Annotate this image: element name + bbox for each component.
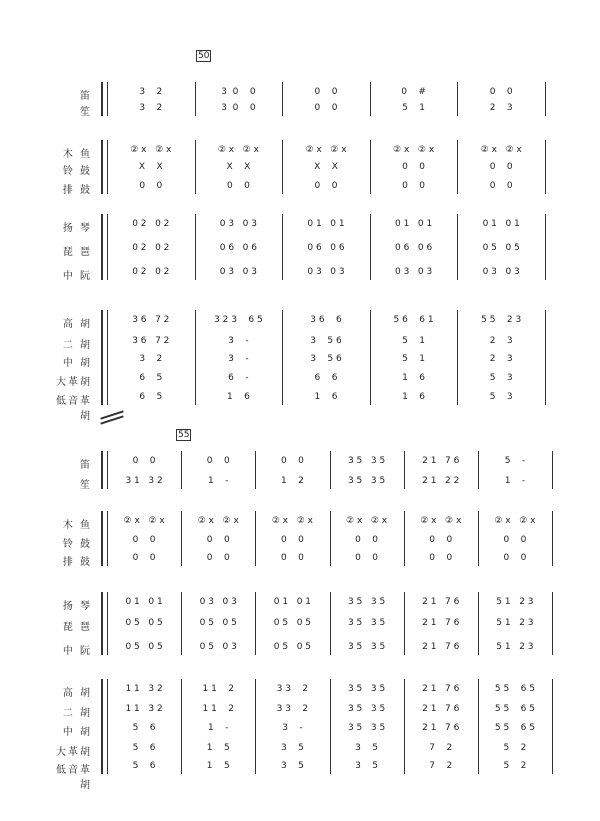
measure-notes: 0 1 0 1 [307, 219, 345, 229]
measure-notes: ② x ② x [217, 145, 259, 155]
barline [370, 214, 371, 280]
instrument-label: 木 鱼 [62, 520, 92, 531]
measure-notes: 7 2 [429, 743, 453, 753]
measure-notes: 6 5 [139, 373, 163, 383]
instrument-label: 扬 琴 [62, 223, 92, 234]
barline [181, 511, 182, 566]
instrument-label: 低音革胡 [56, 396, 92, 422]
barline [552, 511, 553, 566]
measure-notes: 5 5 6 5 [494, 704, 535, 714]
barline [282, 82, 283, 116]
measure-notes: 0 0 [280, 456, 304, 466]
measure-notes: 0 0 [132, 535, 156, 545]
barline [478, 679, 479, 774]
barline [330, 679, 331, 774]
barline [107, 451, 108, 489]
measure-notes: 5 1 2 3 [496, 618, 534, 628]
instrument-label: 铃 鼓 [62, 539, 92, 550]
measure-notes: 0 3 0 3 [307, 267, 345, 277]
barline [545, 214, 546, 280]
measure-notes: ② x ② x [393, 145, 435, 155]
measure-notes: 3 5 3 5 [347, 704, 386, 714]
measure-notes: 0 0 [489, 87, 513, 97]
measure-notes: 0 0 [132, 553, 156, 563]
measure-notes: 0 0 [429, 553, 453, 563]
barline [107, 511, 108, 566]
instrument-label: 笙 [80, 480, 92, 491]
barline [282, 214, 283, 280]
barline [370, 310, 371, 405]
measure-notes: 2 1 7 6 [422, 642, 460, 652]
measure-notes: 5 5 6 5 [494, 723, 535, 733]
rehearsal-mark: 55 [178, 430, 190, 440]
barline [107, 82, 108, 116]
measure-notes: X X [314, 162, 338, 172]
measure-notes: ② x ② x [420, 516, 462, 526]
barline [107, 310, 108, 405]
barline [255, 511, 256, 566]
measure-notes: 0 2 0 2 [132, 219, 170, 229]
measure-notes: 3 5 [280, 743, 304, 753]
instrument-label: 排 鼓 [62, 557, 92, 568]
barline [457, 82, 458, 116]
measure-notes: 0 5 0 5 [482, 243, 520, 253]
measure-notes: 3 1 3 2 [125, 476, 163, 486]
measure-notes: 0 1 0 1 [273, 597, 312, 607]
barline [457, 214, 458, 280]
measure-notes: 3 5 6 [310, 336, 342, 346]
measure-notes: 5 5 2 3 [481, 315, 522, 325]
measure-notes: 5 1 2 3 [496, 597, 534, 607]
measure-notes: 0 0 [503, 553, 527, 563]
measure-notes: 3 5 3 5 [347, 642, 386, 652]
instrument-label: 铃 鼓 [62, 166, 92, 177]
instrument-label: 中 阮 [62, 646, 92, 657]
measure-notes: ② x ② x [305, 145, 347, 155]
barline [545, 140, 546, 194]
measure-notes: 2 1 7 6 [422, 456, 460, 466]
measure-notes: 2 1 7 6 [422, 618, 460, 628]
barline [181, 451, 182, 489]
measure-notes: 0 0 [280, 535, 304, 545]
measure-notes: 0 2 0 2 [132, 243, 170, 253]
instrument-label: 琵 琶 [62, 247, 92, 258]
measure-notes: 3 5 [355, 761, 379, 771]
measure-notes: 3 6 7 2 [132, 336, 170, 346]
barline [107, 140, 108, 194]
measure-notes: ② x ② x [494, 516, 536, 526]
barline [330, 511, 331, 566]
measure-notes: 0 6 0 6 [394, 243, 433, 253]
measure-notes: 7 2 [429, 761, 453, 771]
instrument-label: 木 鱼 [62, 149, 92, 160]
measure-notes: 3 0 0 [221, 103, 256, 113]
instrument-label: 高 胡 [62, 319, 92, 330]
barline [255, 592, 256, 655]
barline [330, 451, 331, 489]
measure-notes: 3 6 6 [310, 315, 342, 325]
measure-notes: 0 0 [489, 181, 513, 191]
measure-notes: 3 2 [139, 354, 163, 364]
barline [195, 82, 196, 116]
measure-notes: 6 6 [314, 373, 338, 383]
measure-notes: 0 5 0 5 [125, 642, 163, 652]
group-bracket [101, 592, 106, 655]
measure-notes: 1 5 [206, 761, 230, 771]
measure-notes: 0 0 [206, 535, 230, 545]
measure-notes: ② x ② x [271, 516, 313, 526]
instrument-label: 大革胡 [56, 377, 92, 388]
measure-notes: 0 3 0 3 [199, 597, 237, 607]
barline [181, 592, 182, 655]
measure-notes: 5 2 [503, 761, 527, 771]
measure-notes: 1 5 [206, 743, 230, 753]
measure-notes: ② x ② x [197, 516, 239, 526]
barline [107, 592, 108, 655]
instrument-label: 中 胡 [62, 727, 92, 738]
measure-notes: 2 3 [489, 336, 513, 346]
instrument-label: 中 胡 [62, 358, 92, 369]
group-bracket [101, 310, 106, 405]
instrument-label: 笙 [80, 107, 92, 118]
barline [545, 310, 546, 405]
measure-notes: 6 - [228, 373, 249, 383]
barline [552, 592, 553, 655]
measure-notes: X X [138, 162, 163, 172]
measure-notes: 0 0 [206, 456, 230, 466]
measure-notes: 2 3 [489, 103, 513, 113]
measure-notes: 3 5 6 [310, 354, 342, 364]
measure-notes: 0 0 [206, 553, 230, 563]
measure-notes: 3 - [228, 336, 249, 346]
instrument-label: 大革胡 [56, 747, 92, 758]
instrument-label: 二 胡 [62, 340, 92, 351]
measure-notes: 0 3 0 3 [219, 267, 257, 277]
measure-notes: 0 0 [503, 535, 527, 545]
barline [457, 310, 458, 405]
measure-notes: 1 6 [226, 392, 250, 402]
measure-notes: 5 1 [402, 336, 426, 346]
group-bracket [101, 140, 106, 194]
measure-notes: 0 0 [355, 535, 379, 545]
barline [552, 679, 553, 774]
measure-notes: 3 2 [139, 87, 163, 97]
measure-notes: 3 6 7 2 [132, 315, 170, 325]
measure-notes: 5 6 6 1 [393, 315, 434, 325]
barline [330, 592, 331, 655]
rehearsal-mark: 50 [198, 51, 210, 61]
measure-notes: 3 2 [139, 103, 163, 113]
barline [404, 592, 405, 655]
measure-notes: 3 5 [280, 761, 304, 771]
measure-notes: 0 1 0 1 [125, 597, 163, 607]
instrument-label: 笛 [80, 460, 92, 471]
measure-notes: 1 1 3 2 [125, 684, 163, 694]
measure-notes: 2 1 7 6 [422, 597, 460, 607]
barline [404, 511, 405, 566]
barline [478, 451, 479, 489]
barline [195, 140, 196, 194]
measure-notes: 0 0 [314, 103, 338, 113]
measure-notes: 5 5 6 5 [494, 684, 535, 694]
instrument-label: 琵 琶 [62, 622, 92, 633]
measure-notes: 0 3 0 3 [219, 219, 257, 229]
barline [552, 451, 553, 489]
measure-notes: 5 3 [489, 373, 513, 383]
measure-notes: 5 1 [402, 354, 426, 364]
barline [545, 82, 546, 116]
barline [282, 310, 283, 405]
barline [255, 679, 256, 774]
group-bracket [101, 679, 106, 774]
barline [255, 451, 256, 489]
measure-notes: 1 2 [280, 476, 304, 486]
measure-notes: X X [226, 162, 251, 172]
measure-notes: 5 6 [132, 743, 156, 753]
measure-notes: 1 6 [402, 392, 426, 402]
barline [370, 140, 371, 194]
measure-notes: 5 6 [132, 761, 156, 771]
measure-notes: ② x ② x [123, 516, 165, 526]
measure-notes: 3 5 3 5 [347, 684, 386, 694]
measure-notes: 2 1 7 6 [422, 723, 460, 733]
instrument-label: 笛 [80, 91, 92, 102]
measure-notes: 0 5 0 5 [199, 618, 237, 628]
barline [107, 679, 108, 774]
barline [181, 679, 182, 774]
measure-notes: 0 3 0 3 [482, 267, 520, 277]
measure-notes: 1 6 [314, 392, 338, 402]
measure-notes: 0 3 0 3 [394, 267, 433, 277]
measure-notes: 0 0 [226, 181, 250, 191]
measure-notes: 2 1 2 2 [422, 476, 460, 486]
measure-notes: 0 0 [314, 181, 338, 191]
group-bracket [101, 214, 106, 280]
measure-notes: 0 0 [314, 87, 338, 97]
measure-notes: ② x ② x [346, 516, 388, 526]
measure-notes: 0 0 [402, 162, 426, 172]
measure-notes: 0 0 [139, 181, 163, 191]
measure-notes: 5 - [504, 456, 526, 466]
measure-notes: 1 6 [402, 373, 426, 383]
measure-notes: 1 1 2 [202, 704, 234, 714]
group-bracket [101, 511, 106, 566]
measure-notes: 2 3 [489, 354, 513, 364]
measure-notes: 5 6 [132, 723, 156, 733]
measure-notes: ② x ② x [130, 145, 172, 155]
measure-notes: 3 3 2 [276, 704, 309, 714]
barline [370, 82, 371, 116]
measure-notes: 0 0 [489, 162, 513, 172]
barline [457, 140, 458, 194]
measure-notes: 3 - [228, 354, 249, 364]
measure-notes: 5 3 [489, 392, 513, 402]
measure-notes: 0 6 0 6 [219, 243, 257, 253]
measure-notes: 0 6 0 6 [307, 243, 345, 253]
measure-notes: 3 5 [355, 743, 379, 753]
measure-notes: 0 0 [429, 535, 453, 545]
barline [404, 451, 405, 489]
measure-notes: 6 5 [139, 392, 163, 402]
measure-notes: 0 2 0 2 [132, 267, 170, 277]
measure-notes: 1 - [208, 476, 229, 486]
measure-notes: ② x ② x [480, 145, 522, 155]
instrument-label: 低音革胡 [56, 765, 92, 791]
measure-notes: 3 5 3 5 [347, 476, 386, 486]
instrument-label: 高 胡 [62, 688, 92, 699]
measure-notes: 5 1 [402, 103, 426, 113]
barline [195, 310, 196, 405]
measure-notes: 2 1 7 6 [422, 704, 460, 714]
measure-notes: 0 1 0 1 [482, 219, 520, 229]
barline [478, 511, 479, 566]
measure-notes: 3 5 3 5 [347, 618, 386, 628]
instrument-label: 排 鼓 [62, 185, 92, 196]
measure-notes: 3 0 0 [221, 87, 256, 97]
barline [404, 679, 405, 774]
measure-notes: 0 0 [402, 181, 426, 191]
measure-notes: 5 1 2 3 [496, 642, 534, 652]
measure-notes: 1 1 3 2 [125, 704, 163, 714]
measure-notes: 0 5 0 3 [199, 642, 237, 652]
measure-notes: 3 5 3 5 [347, 597, 386, 607]
measure-notes: 1 1 2 [202, 684, 234, 694]
measure-notes: 3 5 3 5 [347, 456, 386, 466]
barline [195, 214, 196, 280]
measure-notes: 2 1 7 6 [422, 684, 460, 694]
measure-notes: 1 - [208, 723, 229, 733]
measure-notes: 0 1 0 1 [394, 219, 433, 229]
measure-notes: 3 2 3 6 5 [214, 315, 263, 325]
measure-notes: 3 - [282, 723, 303, 733]
measure-notes: 0 5 0 5 [273, 642, 312, 652]
measure-notes: 0 5 0 5 [125, 618, 163, 628]
measure-notes: 3 3 2 [276, 684, 309, 694]
measure-notes: 5 2 [503, 743, 527, 753]
measure-notes: 3 5 3 5 [347, 723, 386, 733]
instrument-label: 二 胡 [62, 708, 92, 719]
measure-notes: 0 # [401, 87, 426, 97]
instrument-label: 扬 琴 [62, 601, 92, 612]
measure-notes: 0 0 [280, 553, 304, 563]
barline [478, 592, 479, 655]
instrument-label: 中 阮 [62, 271, 92, 282]
barline [107, 214, 108, 280]
measure-notes: 0 0 [355, 553, 379, 563]
barline [282, 140, 283, 194]
measure-notes: 0 5 0 5 [273, 618, 312, 628]
measure-notes: 0 0 [132, 456, 156, 466]
group-bracket [101, 82, 106, 116]
measure-notes: 1 - [504, 476, 526, 486]
group-bracket [101, 451, 106, 489]
